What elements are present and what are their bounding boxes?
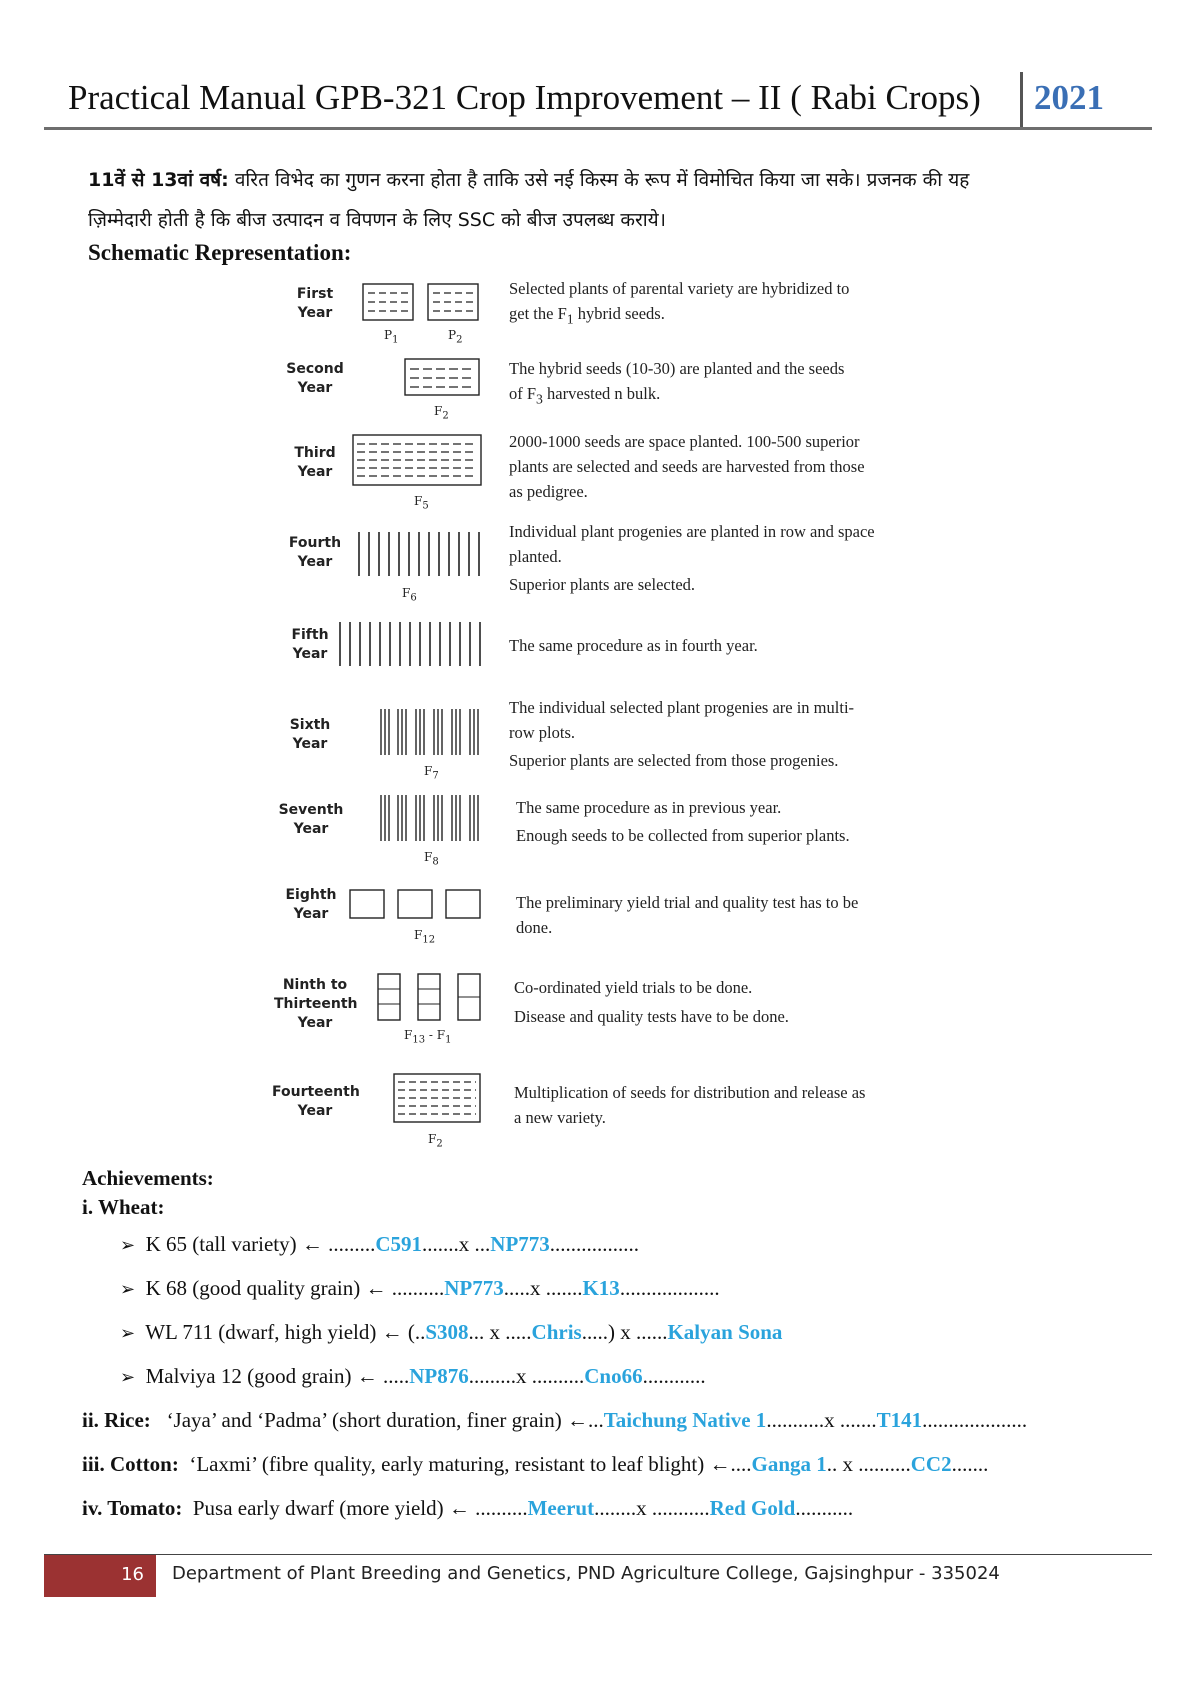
step-10-multiplication-plot: [392, 1072, 484, 1126]
wheat-3-parent-2: Chris: [531, 1320, 582, 1344]
step-8-desc: The preliminary yield trial and quality test has to be done.: [516, 893, 859, 937]
step-2-year: Second Year: [286, 361, 344, 396]
step-1-gen-p2: $P_2$: [448, 328, 463, 346]
step-2-desc: The hybrid seeds (10-30) are planted and the seeds of $F_3$ harvested n bulk.: [509, 359, 845, 407]
step-9-year: Ninth to Thirteenth Year: [274, 977, 358, 1031]
step-3-gen: $F_5$: [414, 494, 429, 512]
header-rule: [44, 127, 1152, 130]
wheat-4-parent-2: Cno66: [584, 1364, 643, 1388]
wheat-1-parent-2: NP773: [490, 1232, 550, 1256]
step-2-gen: $F_2$: [434, 404, 449, 422]
step-5-desc: The same procedure as in fourth year.: [509, 636, 758, 655]
step-7-desc: The same procedure as in previous year. Enough seeds to be collected from superior plants.: [516, 798, 850, 845]
tomato-row: iv. Tomato: Pusa early dwarf (more yield) ← ..........Meerut........x ...........Red Gold...........: [82, 1496, 854, 1520]
step-9-desc: Co-ordinated yield trials to be done. Disease and quality tests have to be done.: [514, 978, 789, 1026]
tomato-parent-2: Red Gold: [709, 1496, 796, 1520]
rice-parent-1: Taichung Native 1: [603, 1408, 767, 1432]
step-1-plots: [362, 283, 482, 323]
intro-lead: 11वें से 13वां वर्ष:: [88, 169, 229, 191]
step-6-year: Sixth Year: [289, 717, 331, 752]
step-2-plot: [404, 358, 482, 398]
page-header-year: 2021: [1034, 78, 1104, 117]
step-10-desc: Multiplication of seeds for distribution and release as a new variety.: [514, 1083, 866, 1127]
wheat-1-parent-1: C591: [375, 1232, 423, 1256]
step-4-rows: [355, 528, 485, 580]
step-6-desc: The individual selected plant progenies are in multi- row plots. Superior plants are selected from those progenies.: [509, 698, 855, 770]
step-8-year: Eighth Year: [285, 887, 337, 922]
step-7-gen: $F_8$: [424, 850, 439, 868]
cotton-parent-1: Ganga 1: [751, 1452, 827, 1476]
step-9-gen: $F_{13} - F_1$: [404, 1028, 452, 1046]
wheat-2-parent-1: NP773: [444, 1276, 504, 1300]
wheat-3-parent-1: S308: [425, 1320, 469, 1344]
wheat-row-1: ➢ K 65 (tall variety) ← .........C591.......x ...NP773.................: [120, 1232, 640, 1256]
wheat-row-4: ➢ Malviya 12 (good grain) ← .....NP876.........x ..........Cno66............: [120, 1364, 706, 1388]
wheat-row-2: ➢ K 68 (good quality grain) ← ..........NP773.....x .......K13...................: [120, 1276, 720, 1300]
step-1-year: First Year: [296, 286, 334, 321]
step-7-year: Seventh Year: [278, 802, 344, 837]
achievements-heading: Achievements:: [82, 1166, 214, 1190]
step-4-year: Fourth Year: [288, 535, 342, 570]
intro-text-1: वरित विभेद का गुणन करना होता है ताकि उसे नई किस्म के रूप में विमोचित किया जा सके। प्रजनक की यह: [234, 169, 970, 191]
step-10-gen: $F_2$: [428, 1132, 443, 1150]
rice-row: ii. Rice: ‘Jaya’ and ‘Padma’ (short duration, finer grain) ←...Taichung Native 1...........x .......T141....................: [82, 1408, 1028, 1432]
step-4-desc: Individual plant progenies are planted in row and space planted. Superior plants are selected.: [509, 522, 875, 594]
cotton-parent-2: CC2: [910, 1452, 952, 1476]
step-3-year: Third Year: [294, 445, 336, 480]
step-3-desc: 2000-1000 seeds are space planted. 100-500 superior plants are selected and seeds are harvested from those as pedigree.: [509, 432, 865, 501]
step-8-yield-plots: [348, 888, 484, 922]
wheat-4-parent-1: NP876: [409, 1364, 469, 1388]
step-6-gen: $F_7$: [424, 764, 439, 782]
wheat-row-3: ➢ WL 711 (dwarf, high yield) ← (..S308... x .....Chris.....) x ......Kalyan Sona: [120, 1320, 783, 1344]
intro-line-1: [88, 166, 1128, 192]
step-8-gen: $F_{12}$: [414, 928, 436, 946]
wheat-3-parent-3: Kalyan Sona: [667, 1320, 783, 1344]
step-3-plot: [352, 434, 484, 488]
wheat-2-parent-2: K13: [582, 1276, 620, 1300]
cotton-row: iii. Cotton: ‘Laxmi’ (fibre quality, early maturing, resistant to leaf blight) ←....Ganga 1.. x ..........CC2.......: [82, 1452, 989, 1476]
step-1-gen-p1: $P_1$: [384, 328, 399, 346]
tomato-parent-1: Meerut: [527, 1496, 595, 1520]
intro-line-2: ज़िम्मेदारी होती है कि बीज उत्पादन व विपणन के लिए SSC को बीज उपलब्ध कराये।: [88, 209, 666, 231]
step-7-multirow-plots: [378, 792, 486, 844]
header-divider: [1020, 72, 1023, 128]
step-9-trial-plots: [376, 972, 486, 1024]
step-5-year: Fifth Year: [291, 627, 329, 662]
step-5-rows: [336, 618, 486, 670]
step-4-gen: $F_6$: [402, 586, 417, 604]
page-number: 16: [44, 1555, 156, 1597]
page-header-title: Practical Manual GPB-321 Crop Improvement – II ( Rabi Crops): [68, 78, 981, 117]
step-10-year: Fourteenth Year: [272, 1084, 360, 1119]
wheat-heading: i. Wheat:: [82, 1195, 165, 1219]
step-6-multirow-plots: [378, 706, 486, 758]
schematic-heading: Schematic Representation:: [88, 240, 352, 265]
footer-department: Department of Plant Breeding and Genetics, PND Agriculture College, Gajsinghpur - 335024: [172, 1563, 1000, 1584]
rice-parent-2: T141: [876, 1408, 923, 1432]
footer-rule: [44, 1554, 1152, 1555]
step-1-desc: Selected plants of parental variety are hybridized to get the $F_1$ hybrid seeds.: [509, 279, 850, 327]
